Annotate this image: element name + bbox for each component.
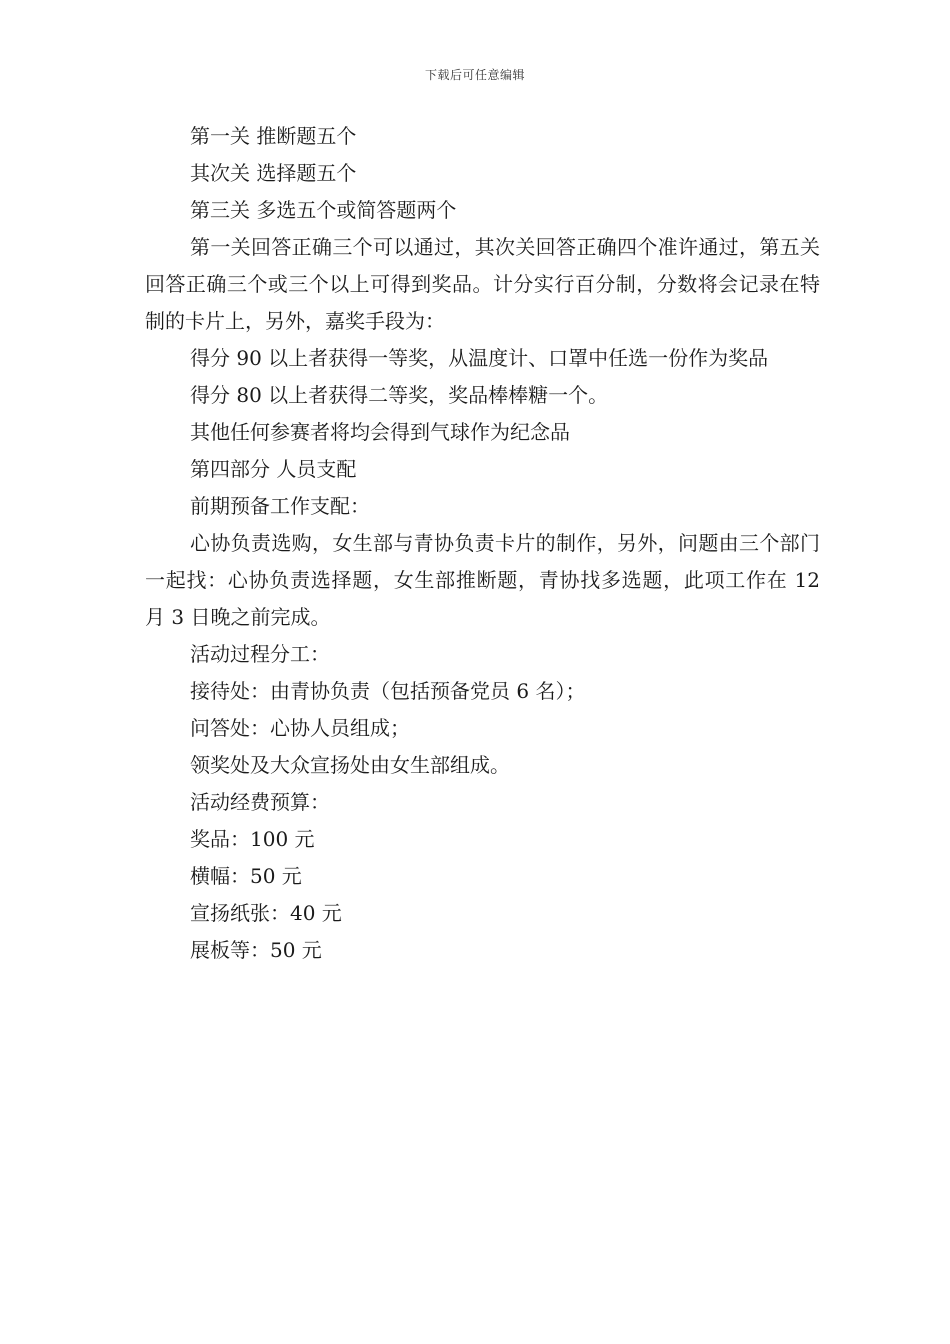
page-header: 下载后可任意编辑	[424, 68, 525, 82]
paragraph-qa-desk: 问答处：心协人员组成；	[190, 716, 410, 740]
document-body	[145, 118, 820, 969]
paragraph-prep-heading: 前期预备工作支配：	[190, 494, 370, 518]
budget-item-paper: 宣扬纸张：40 元	[190, 901, 342, 925]
paragraph-awards-desk: 领奖处及大众宣扬处由女生部组成。	[190, 753, 510, 777]
budget-item-prizes: 奖品：100 元	[190, 827, 315, 851]
paragraph-reception: 接待处：由青协负责（包括预备党员 6 名）；	[190, 679, 586, 703]
paragraph-second-prize: 得分 80 以上者获得二等奖，奖品棒棒糖一个。	[190, 383, 609, 407]
budget-item-banner: 横幅：50 元	[190, 864, 302, 888]
paragraph-pass-rules: 第一关回答正确三个可以通过，其次关回答正确四个准许通过，第五关回答正确三个或三个以上可得到奖品。计分实行百分制，分数将会记录在特制的卡片上，另外，嘉奖手段为：	[145, 235, 820, 333]
paragraph-process-heading: 活动过程分工：	[190, 642, 330, 666]
paragraph-first-prize: 得分 90 以上者获得一等奖，从温度计、口罩中任选一份作为奖品	[190, 346, 769, 370]
paragraph-level-1: 第一关 推断题五个	[190, 124, 357, 148]
budget-item-boards: 展板等：50 元	[190, 938, 322, 962]
paragraph-souvenir: 其他任何参赛者将均会得到气球作为纪念品	[190, 420, 570, 444]
paragraph-budget-heading: 活动经费预算：	[190, 790, 330, 814]
section-heading-staffing: 第四部分 人员支配	[190, 457, 357, 481]
paragraph-level-3: 第三关 多选五个或简答题两个	[190, 198, 457, 222]
paragraph-prep-details: 心协负责选购，女生部与青协负责卡片的制作，另外，问题由三个部门一起找：心协负责选择题，女生部推断题，青协找多选题，此项工作在 12 月 3 日晚之前完成。	[145, 531, 820, 629]
paragraph-level-2: 其次关 选择题五个	[190, 161, 357, 185]
